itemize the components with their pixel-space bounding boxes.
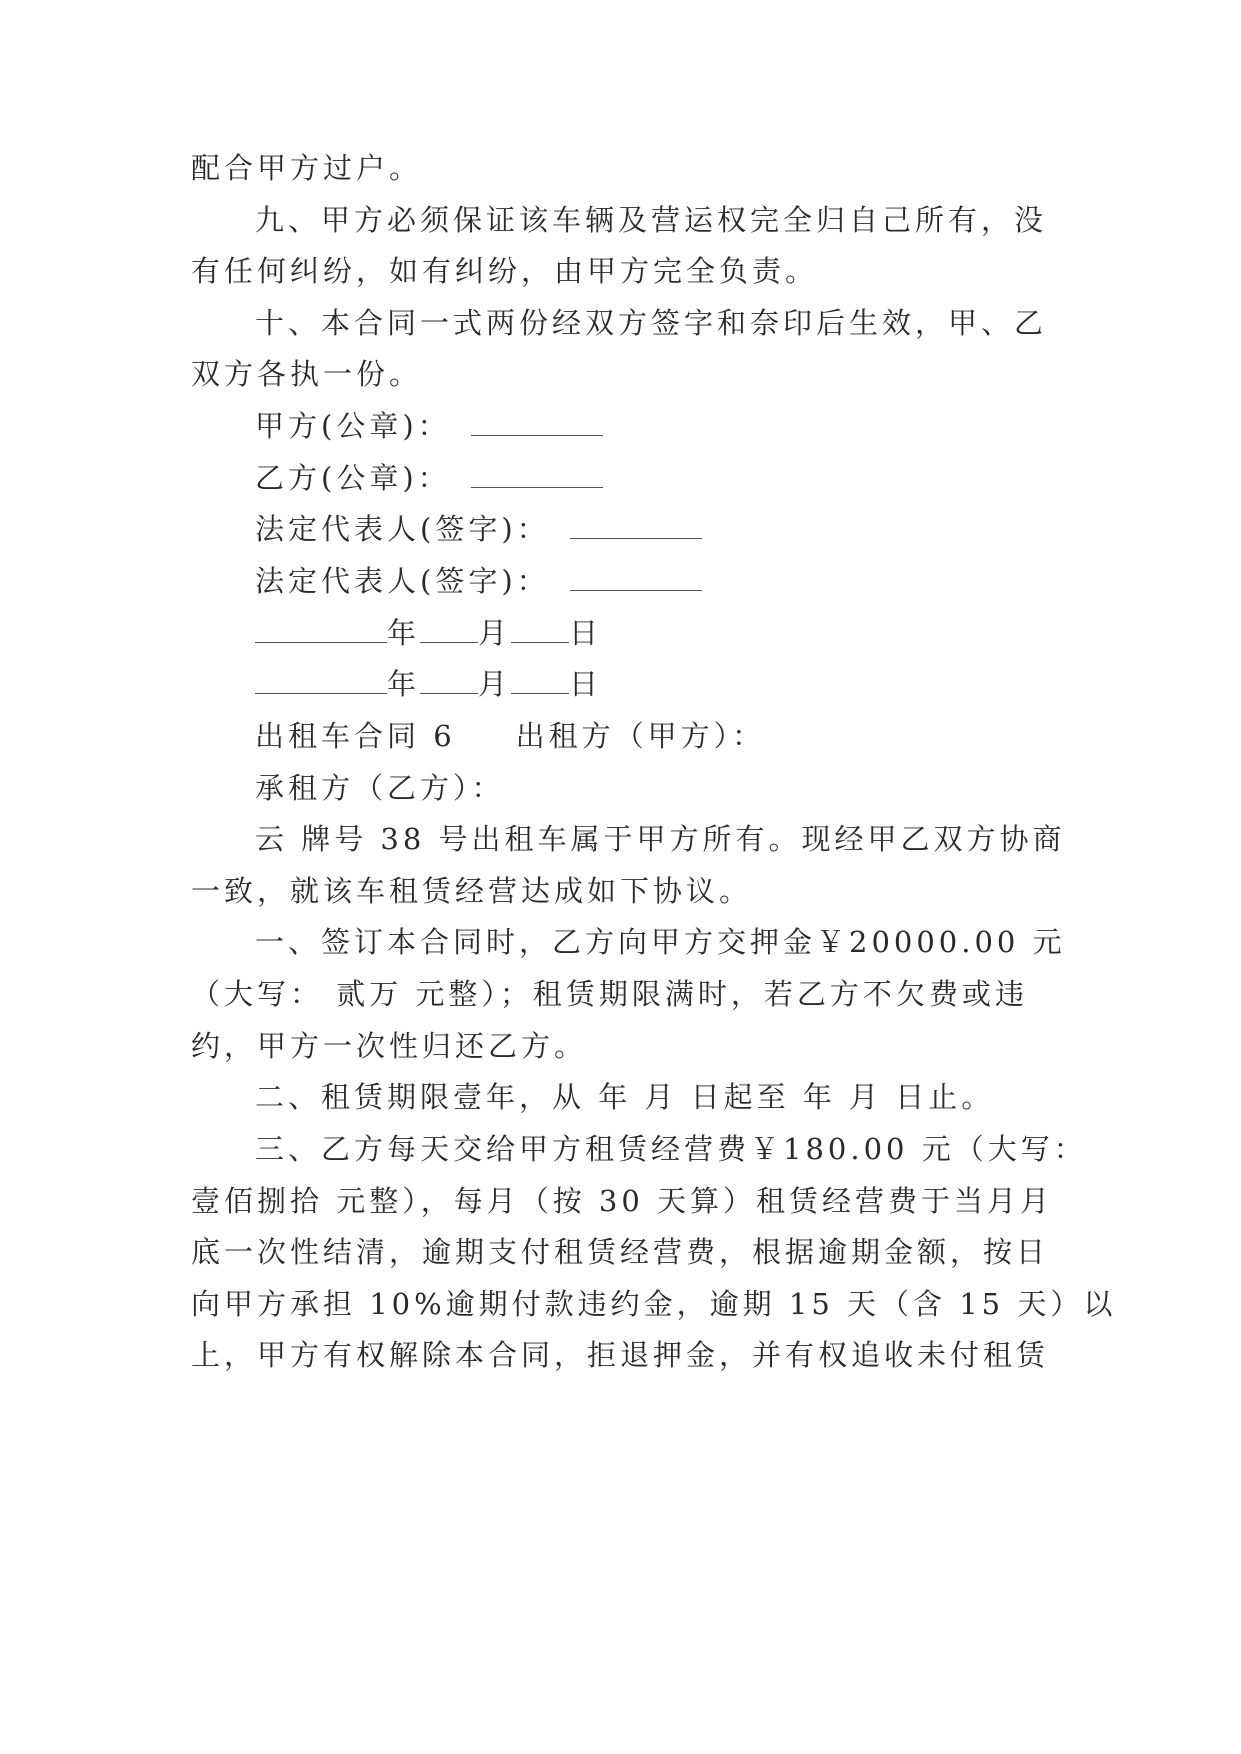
date-month-blank[interactable] [420,667,478,694]
date-day-blank[interactable] [511,667,569,694]
clause-three-line-4: 向甲方承担 10%逾期付款违约金，逾期 15 天（含 15 天）以 [191,1287,1117,1321]
date-month-blank[interactable] [420,616,478,643]
rep-b-sign-label: 法定代表人(签字)： [255,564,550,598]
clause-three-line-5: 上，甲方有权解除本合同，拒退押金，并有权追收未付租赁 [191,1338,1050,1372]
text-line: 配合甲方过户。 [191,151,423,185]
rep-a-sign-blank[interactable] [570,512,702,539]
clause-three-line-1: 三、乙方每天交给甲方租赁经营费￥180.00 元（大写： [255,1132,1087,1166]
contract-heading-row [255,716,1125,756]
date-row-2 [255,664,1125,704]
date-day-label: 日 [569,667,603,701]
date-month-label: 月 [478,616,512,650]
date-day-label: 日 [569,616,603,650]
intro-line-1: 云 牌号 38 号出租车属于甲方所有。现经甲乙双方协商 [255,822,1066,856]
date-year-label: 年 [387,616,421,650]
rep-a-sign-row [255,509,1125,549]
party-a-seal-row [255,406,1125,446]
party-b-seal-row [255,458,1125,498]
date-year-blank[interactable] [255,616,387,643]
party-b-seal-blank[interactable] [471,461,603,488]
date-month-label: 月 [478,667,512,701]
clause-nine-line-2: 有任何纠纷，如有纠纷，由甲方完全负责。 [191,254,819,288]
party-a-seal-label: 甲方(公章)： [255,409,451,443]
lessor-label: 出租方（甲方）： [515,719,766,753]
rep-a-sign-label: 法定代表人(签字)： [255,512,550,546]
clause-ten-line-1: 十、本合同一式两份经双方签字和奈印后生效，甲、乙 [255,306,1048,340]
clause-three-line-3: 底一次性结清，逾期支付租赁经营费，根据逾期金额，按日 [191,1235,1050,1269]
clause-one-line-3: 约，甲方一次性归还乙方。 [191,1029,588,1063]
clause-ten-line-2: 双方各执一份。 [191,357,423,391]
rep-b-sign-row [255,561,1125,601]
contract-title: 出租车合同 6 [255,719,456,753]
clause-two-line: 二、租赁期限壹年，从 年 月 日起至 年 月 日止。 [255,1080,995,1114]
party-a-seal-blank[interactable] [471,409,603,436]
date-year-blank[interactable] [255,667,387,694]
date-day-blank[interactable] [511,616,569,643]
date-year-label: 年 [387,667,421,701]
clause-one-line-1: 一、签订本合同时，乙方向甲方交押金￥20000.00 元 [255,925,1066,959]
rep-b-sign-blank[interactable] [570,564,702,591]
lessee-label: 承租方（乙方）： [255,771,505,805]
intro-line-2: 一致，就该车租赁经营达成如下协议。 [191,874,753,908]
clause-one-line-2: （大写： 贰万 元整）；租赁期限满时，若乙方不欠费或违 [191,977,1028,1011]
party-b-seal-label: 乙方(公章)： [255,461,451,495]
clause-nine-line-1: 九、甲方必须保证该车辆及营运权完全归自己所有，没 [255,203,1048,237]
date-row-1 [255,613,1125,653]
clause-three-line-2: 壹佰捌拾 元整），每月（按 30 天算）租赁经营费于当月月 [191,1184,1054,1218]
